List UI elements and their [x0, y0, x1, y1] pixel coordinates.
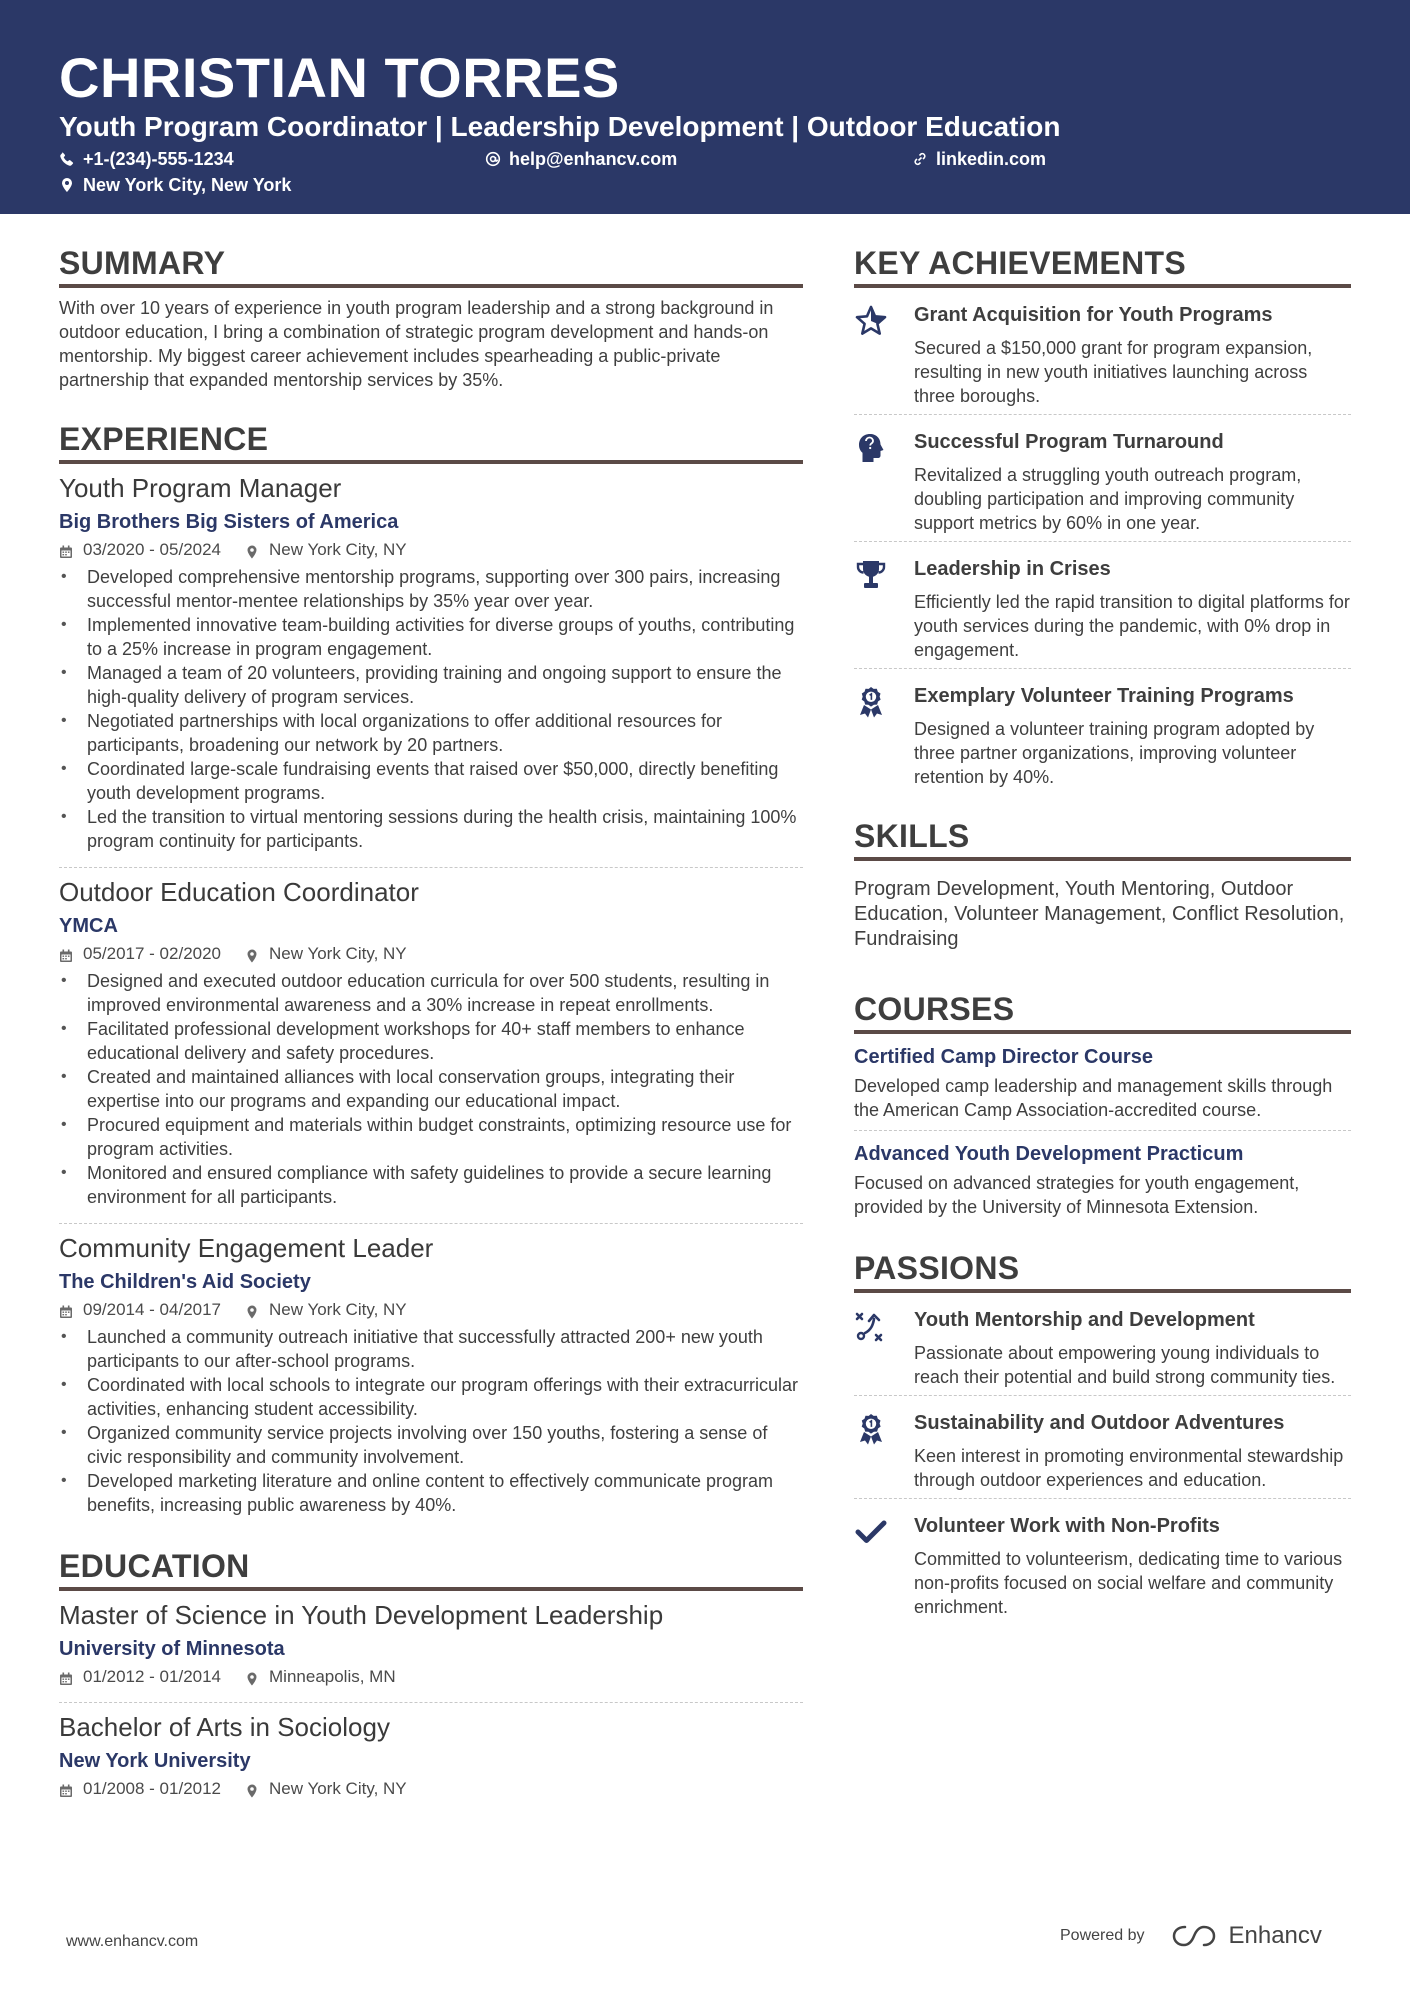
link-icon [912, 151, 928, 167]
item-body [914, 1410, 1351, 1492]
right-column [854, 244, 1351, 1625]
passion-item [854, 1293, 1351, 1395]
item-body [914, 1307, 1351, 1389]
experience-list [59, 472, 803, 1525]
bullet-item: • Coordinated large-scale fundraising events that raised over $50,000, directly benefiting youth development programs. [59, 757, 803, 805]
skills-text: Program Development, Youth Mentoring, Outdoor Education, Volunteer Management, Conflict Resolution, Fundraising [854, 878, 1345, 950]
email-text: help@enhancv.com [509, 149, 678, 169]
item-title: Grant Acquisition for Youth Programs [914, 304, 1273, 326]
divider [59, 1223, 803, 1224]
education-list [59, 1599, 803, 1808]
item-title: Youth Mentorship and Development [914, 1309, 1255, 1331]
achievement-item [854, 288, 1351, 414]
divider [59, 867, 803, 868]
left-column [59, 244, 803, 1808]
bullet-item: • Managed a team of 20 volunteers, providing training and ongoing support to ensure the high-quality delivery of program services. [59, 661, 803, 709]
experience-entry [59, 472, 803, 861]
section-heading-passions: PASSIONS [854, 1249, 1351, 1293]
summary-text: With over 10 years of experience in youth program leadership and a strong background in outdoor education, I bring a combination of strategic program development and hands-on mentorship. My biggest career achievement includes spearheading a public-private partnership that expanded mentorship services by 35%. [59, 298, 774, 390]
degree-title: Bachelor of Arts in Sociology [59, 1712, 390, 1742]
head-icon [854, 452, 888, 469]
divider [59, 1702, 803, 1703]
job-title: Community Engagement Leader [59, 1233, 434, 1263]
passion-item [854, 1396, 1351, 1498]
experience-entry [59, 1232, 803, 1525]
company-name[interactable]: YMCA [59, 915, 118, 937]
enhancv-logo[interactable] [1171, 1922, 1322, 1950]
email-contact[interactable] [485, 148, 677, 170]
item-body [914, 556, 1351, 662]
course-item [854, 1131, 1351, 1227]
at-icon [485, 151, 501, 167]
location: New York City, NY [269, 944, 407, 963]
passions-section [854, 1249, 1351, 1625]
date-range: 01/2008 - 01/2012 [83, 1779, 222, 1798]
bullet-item: • Designed and executed outdoor education curricula for over 500 students, resulting in improved environmental awareness and a 30% increase in repeat enrollments. [59, 969, 803, 1017]
item-description: Committed to volunteerism, dedicating time to various non-profits focused on social welfare and community enrichment. [914, 1549, 1343, 1617]
degree-title: Master of Science in Youth Development Leadership [59, 1600, 664, 1630]
powered-by-text: Powered by [1060, 1927, 1145, 1944]
phone-text: +1-(234)-555-1234 [83, 149, 234, 169]
date-location-row [59, 539, 803, 561]
achievements-section [854, 244, 1351, 795]
achievement-item [854, 542, 1351, 668]
education-section [59, 1547, 803, 1808]
map-pin-icon [245, 543, 259, 557]
date-location-row [59, 943, 803, 965]
medal-icon [854, 706, 888, 723]
education-entry [59, 1599, 803, 1696]
item-icon-wrapper [854, 302, 914, 408]
item-icon-wrapper [854, 556, 914, 662]
education-entry [59, 1711, 803, 1808]
school-name[interactable]: New York University [59, 1750, 251, 1772]
location: Minneapolis, MN [269, 1667, 396, 1686]
section-heading-experience: EXPERIENCE [59, 420, 803, 464]
date-location-row [59, 1299, 803, 1321]
section-heading-courses: COURSES [854, 990, 1351, 1034]
calendar-icon [59, 1303, 73, 1317]
course-title[interactable]: Advanced Youth Development Practicum [854, 1143, 1244, 1165]
calendar-icon [59, 947, 73, 961]
achievements-list [854, 288, 1351, 795]
item-body [914, 1513, 1351, 1619]
footer-website[interactable]: www.enhancv.com [66, 1933, 199, 1950]
item-description: Revitalized a struggling youth outreach program, doubling participation and improving community support metrics by 60% in one year. [914, 465, 1302, 533]
phone-contact[interactable] [59, 148, 234, 170]
passion-item [854, 1499, 1351, 1625]
item-body [914, 429, 1351, 535]
map-pin-icon [245, 1670, 259, 1684]
date-location-row [59, 1666, 803, 1688]
school-name[interactable]: University of Minnesota [59, 1638, 285, 1660]
bullet-item: • Procured equipment and materials within budget constraints, optimizing resource use for program activities. [59, 1113, 803, 1161]
location-contact [59, 174, 291, 196]
star-icon [854, 325, 888, 342]
phone-icon [59, 151, 75, 167]
date-range: 09/2014 - 04/2017 [83, 1300, 222, 1319]
date-range: 01/2012 - 01/2014 [83, 1667, 222, 1686]
achievement-item [854, 669, 1351, 795]
footer-branding [1060, 1922, 1322, 1950]
item-description: Keen interest in promoting environmental stewardship through outdoor experiences and education. [914, 1446, 1344, 1490]
bullet-item: • Monitored and ensured compliance with safety guidelines to provide a secure learning environment for all participants. [59, 1161, 803, 1209]
item-title: Sustainability and Outdoor Adventures [914, 1412, 1285, 1434]
item-title: Successful Program Turnaround [914, 431, 1224, 453]
item-body [914, 302, 1351, 408]
job-title: Outdoor Education Coordinator [59, 877, 419, 907]
item-title: Exemplary Volunteer Training Programs [914, 685, 1294, 707]
item-body [914, 683, 1351, 789]
course-description: Focused on advanced strategies for youth engagement, provided by the University of Minnesota Extension. [854, 1173, 1300, 1217]
enhancv-brand-text: Enhancv [1228, 1922, 1322, 1949]
check-icon [854, 1536, 888, 1553]
item-icon-wrapper [854, 1513, 914, 1619]
item-title: Volunteer Work with Non-Profits [914, 1515, 1220, 1537]
map-pin-icon [245, 947, 259, 961]
candidate-name: CHRISTIAN TORRES [59, 46, 620, 109]
calendar-icon [59, 1670, 73, 1684]
course-description: Developed camp leadership and management skills through the American Camp Association-accredited course. [854, 1076, 1333, 1120]
section-heading-achievements: KEY ACHIEVEMENTS [854, 244, 1351, 288]
linkedin-text: linkedin.com [936, 149, 1047, 169]
experience-entry [59, 876, 803, 1217]
bullet-item: • Negotiated partnerships with local organizations to offer additional resources for participants, broadening our network by 20 partners. [59, 709, 803, 757]
calendar-icon [59, 543, 73, 557]
bullet-item: • Developed marketing literature and online content to effectively communicate program benefits, increasing public awareness by 40%. [59, 1469, 803, 1517]
map-pin-icon [245, 1303, 259, 1317]
company-name[interactable]: Big Brothers Big Sisters of America [59, 511, 399, 533]
bullet-list [59, 969, 803, 1209]
resume-header [0, 0, 1410, 214]
bullet-item: • Coordinated with local schools to integrate our program offerings with their extracurricular activities, enhancing student accessibility. [59, 1373, 803, 1421]
company-name[interactable]: The Children's Aid Society [59, 1271, 311, 1293]
experience-section [59, 420, 803, 1525]
section-heading-summary: SUMMARY [59, 244, 803, 288]
job-title: Youth Program Manager [59, 473, 342, 503]
date-range: 03/2020 - 05/2024 [83, 540, 222, 559]
bullet-item: • Created and maintained alliances with local conservation groups, integrating their expertise into our programs and expanding our educational impact. [59, 1065, 803, 1113]
medal-icon [854, 1433, 888, 1450]
strategy-icon [854, 1330, 888, 1347]
trophy-icon [854, 579, 888, 596]
enhancv-mark-icon [1171, 1923, 1217, 1949]
summary-section [59, 244, 803, 392]
bullet-item: • Launched a community outreach initiative that successfully attracted 200+ new youth participants to our after-school programs. [59, 1325, 803, 1373]
item-description: Efficiently led the rapid transition to digital platforms for youth services during the pandemic, with 0% drop in engagement. [914, 592, 1350, 660]
courses-list [854, 1034, 1351, 1227]
passions-list [854, 1293, 1351, 1625]
course-item [854, 1034, 1351, 1130]
item-icon-wrapper [854, 1307, 914, 1389]
item-description: Secured a $150,000 grant for program expansion, resulting in new youth initiatives launching across three boroughs. [914, 338, 1313, 406]
achievement-item [854, 415, 1351, 541]
item-icon-wrapper [854, 683, 914, 789]
location: New York City, NY [269, 540, 407, 559]
bullet-list [59, 565, 803, 853]
courses-section [854, 990, 1351, 1227]
item-title: Leadership in Crises [914, 558, 1111, 580]
section-heading-skills: SKILLS [854, 817, 1351, 861]
bullet-item: • Implemented innovative team-building activities for diverse groups of youths, contributing to a 25% increase in program engagement. [59, 613, 803, 661]
linkedin-contact[interactable] [912, 148, 1046, 170]
bullet-item: • Facilitated professional development workshops for 40+ staff members to enhance educational delivery and safety procedures. [59, 1017, 803, 1065]
map-pin-icon [245, 1782, 259, 1796]
item-icon-wrapper [854, 429, 914, 535]
bullet-item: • Developed comprehensive mentorship programs, supporting over 300 pairs, increasing successful mentor-mentee relationships by 35% year over year. [59, 565, 803, 613]
bullet-list [59, 1325, 803, 1517]
location-text: New York City, New York [83, 175, 292, 195]
date-range: 05/2017 - 02/2020 [83, 944, 222, 963]
candidate-title: Youth Program Coordinator | Leadership Development | Outdoor Education [59, 111, 1061, 142]
calendar-icon [59, 1782, 73, 1796]
item-description: Designed a volunteer training program adopted by three partner organizations, improving volunteer retention by 40%. [914, 719, 1315, 787]
bullet-item: • Led the transition to virtual mentoring sessions during the health crisis, maintaining 100% program continuity for participants. [59, 805, 803, 853]
location: New York City, NY [269, 1779, 407, 1798]
section-heading-education: EDUCATION [59, 1547, 803, 1591]
item-description: Passionate about empowering young individuals to reach their potential and build strong community ties. [914, 1343, 1336, 1387]
map-pin-icon [59, 177, 75, 193]
date-location-row [59, 1778, 803, 1800]
bullet-item: • Organized community service projects involving over 150 youths, fostering a sense of civic responsibility and community involvement. [59, 1421, 803, 1469]
location: New York City, NY [269, 1300, 407, 1319]
course-title[interactable]: Certified Camp Director Course [854, 1046, 1153, 1068]
item-icon-wrapper [854, 1410, 914, 1492]
skills-section [854, 817, 1351, 952]
